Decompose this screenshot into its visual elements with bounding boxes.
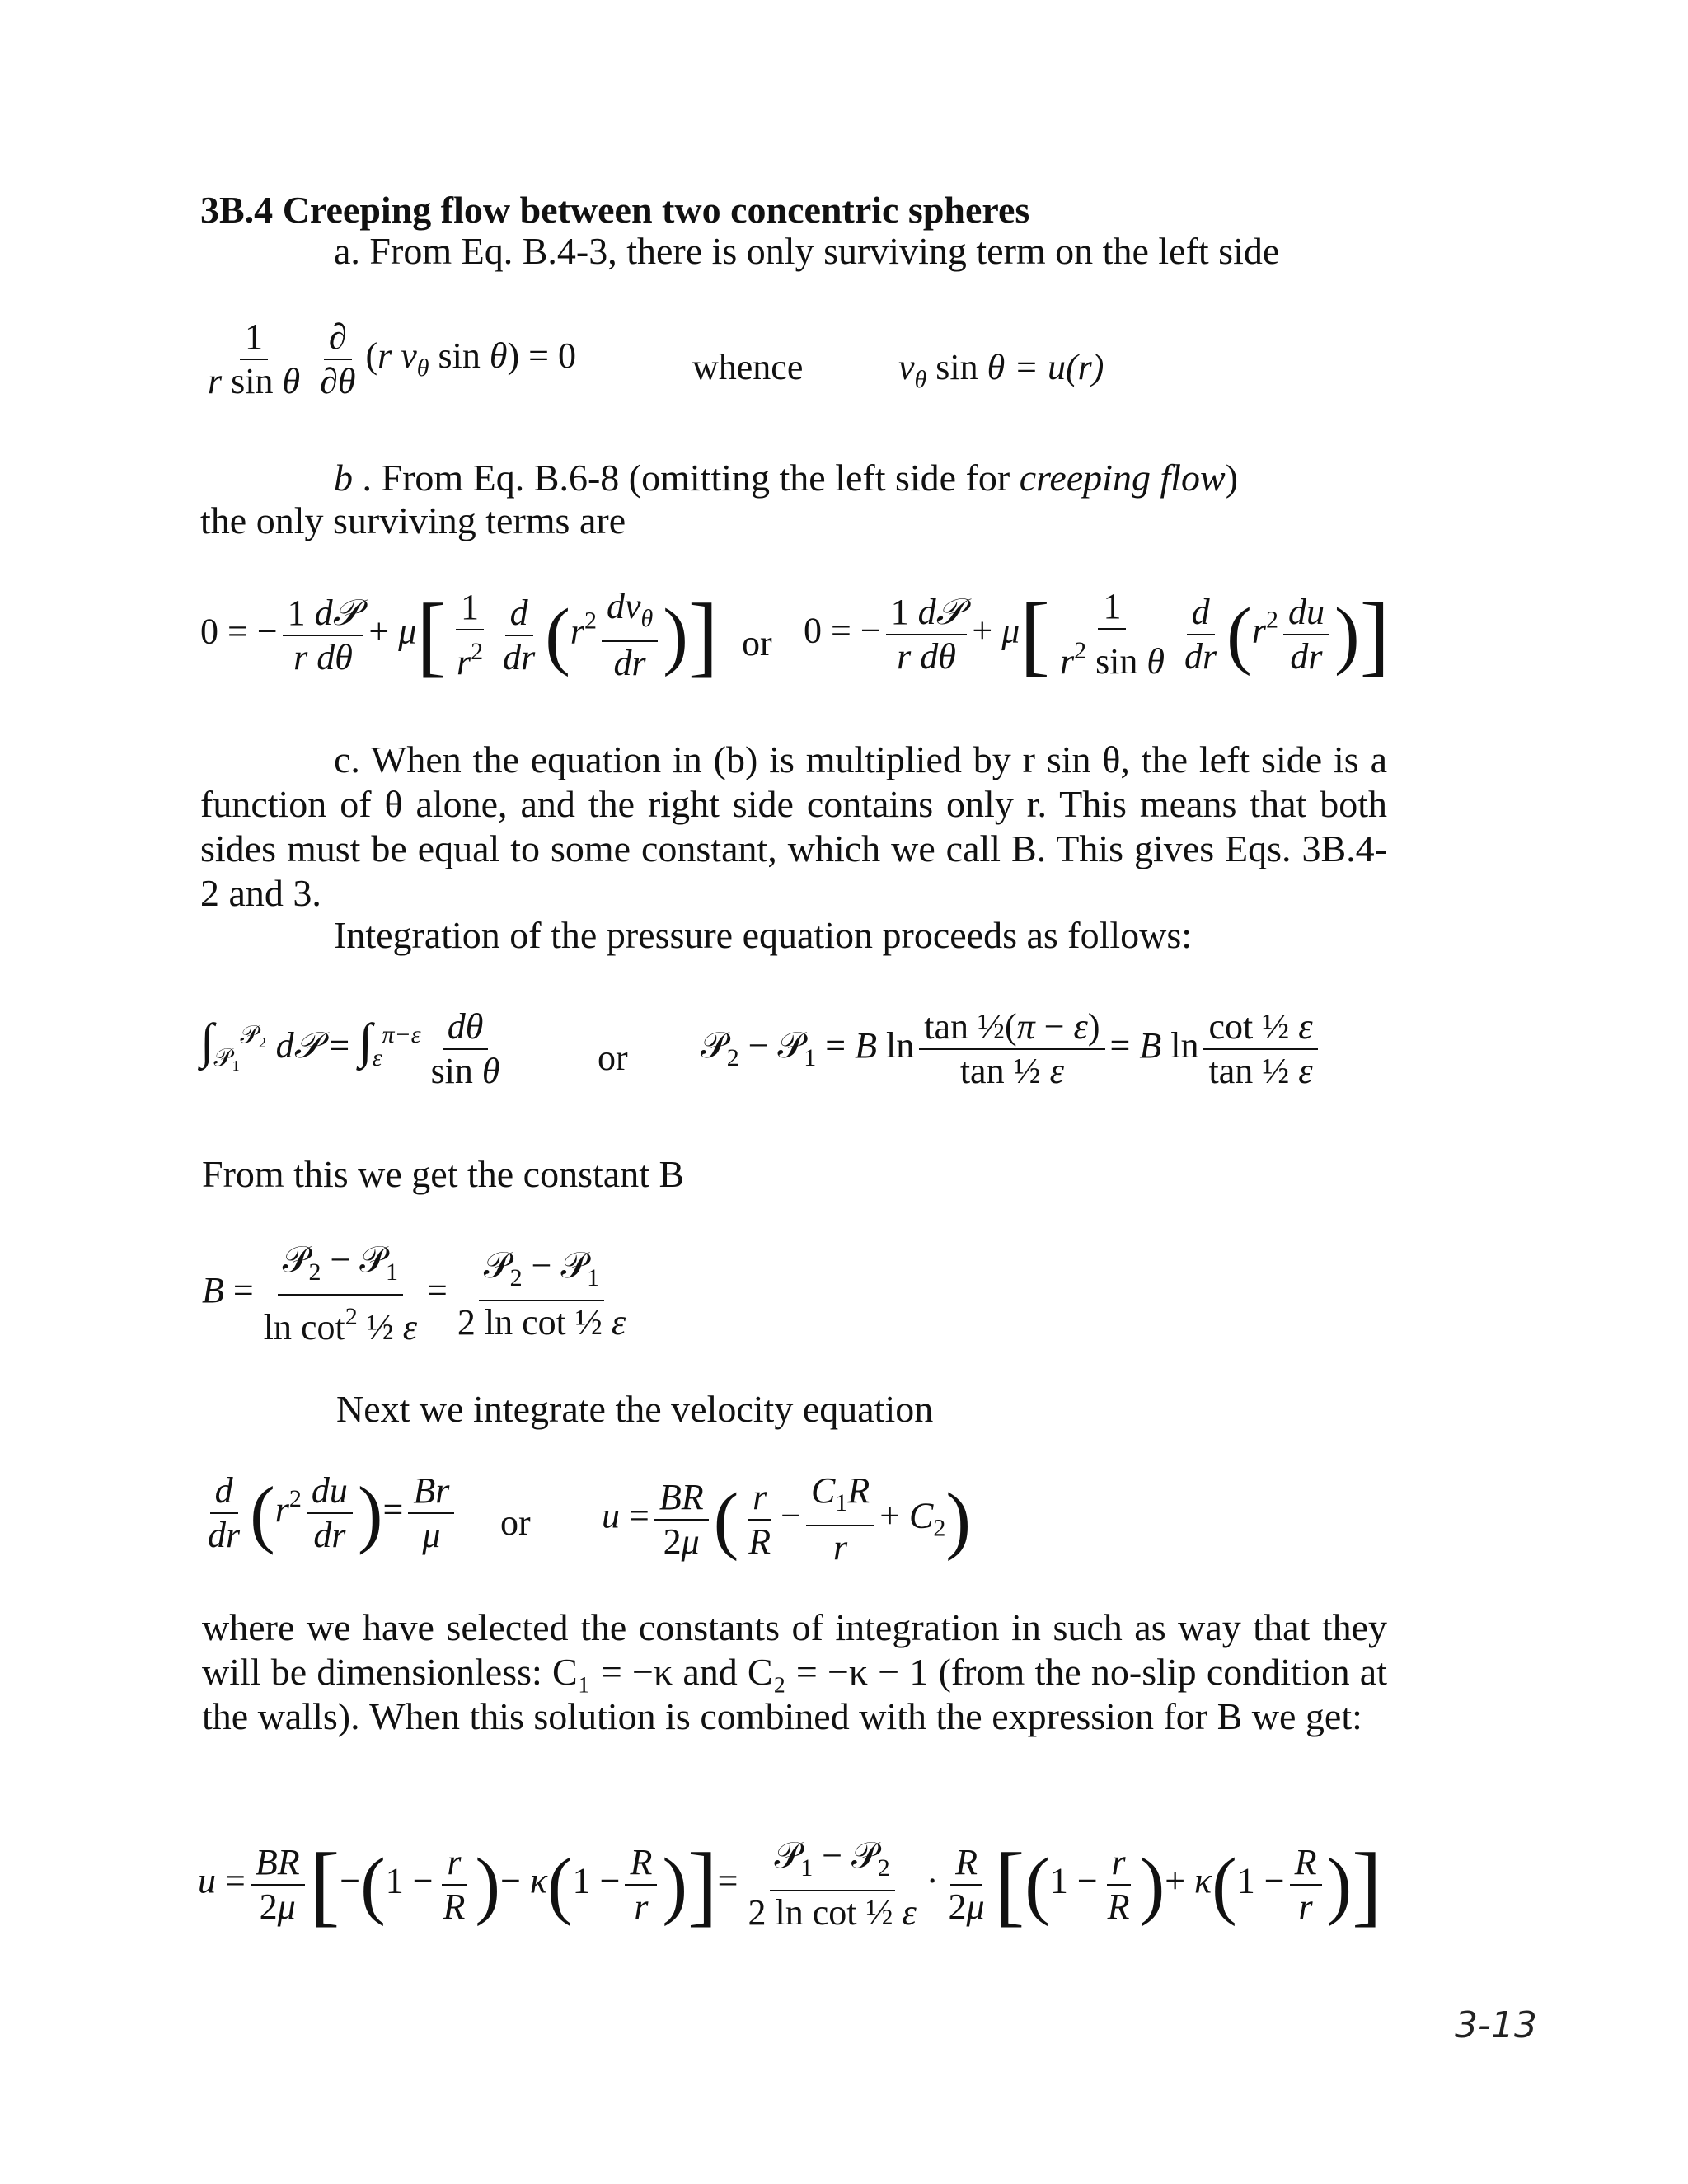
pressure-connector: or — [598, 1038, 628, 1078]
page-number: 3-13 — [1455, 2004, 1537, 2046]
final-velocity-equation: u = $\frac{BR}{2\mu}$ [−(1 − $\frac{r}{R}$ )− κ(1 − $\frac{R}{r}$ )]= $\frac{𝒫_1 - 𝒫_2}{\text{2 ln cot ½ ε}}$ · $\frac{R}{2\mu}$ [(1 − $\frac{r}{R}$ )+ κ(1 − $\frac{R}{r}$ )] — [198, 1834, 1382, 1935]
pressure-integral-equation: $\int_{𝒫_1}^{𝒫_2}$ d𝒫 = $\int_\varepsilon^{\pi-\varepsilon}$ $\frac{d\theta}{\text{sin θ}}$ — [200, 1006, 500, 1091]
integration-intro: Integration of the pressure equation proceeds as follows: — [334, 914, 1193, 956]
velocity-differential-equation: $\frac{d}{dr}$ ($r^2$ $\frac{du}{dr}$ )= $\frac{Br}{\mu}$ — [198, 1471, 459, 1555]
constant-intro: From this we get the constant B — [202, 1153, 685, 1195]
part-b-text-line2: the only surviving terms are — [200, 499, 626, 541]
part-b-connector: or — [742, 623, 772, 663]
velocity-connector: or — [500, 1502, 531, 1543]
pressure-result-equation: 𝒫$_2$ − 𝒫$_1$ = B ln $\frac{\text{tan ½(π − ε)}}{\text{tan ½ ε}}$ = B ln $\frac{\text{cot ½ ε}}{\text{tan ½ ε}}$ — [701, 1007, 1323, 1091]
section-heading — [200, 188, 1029, 232]
section-number: 3B.4 — [200, 189, 274, 231]
constant-b-equation: B = $\frac{𝒫_2 - 𝒫_1}{\ln \cot^2 \frac{1}{2} \varepsilon}$ = $\frac{𝒫_2 - 𝒫_1}{\text{2 ln cot ½ ε}}$ — [202, 1240, 626, 1347]
part-b-text-line1: b . From Eq. B.6-8 (omitting the left side for creeping flow) — [334, 457, 1239, 499]
part-b-equation-right: 0 = − $\frac{\text{1 d𝒫}}{\text{r dθ}}$ + μ[ $\frac{1}{r^2 \sin \theta}$ $\frac{d}{dr}$ ($r^2$ $\frac{du}{dr}$ )] — [804, 583, 1390, 685]
part-a-connector: whence — [692, 347, 804, 387]
velocity-intro: Next we integrate the velocity equation — [336, 1388, 934, 1430]
part-b-equation-left: 0 = − $\frac{\text{1 d𝒫}}{\text{r dθ}}$ + μ[ $\frac{1}{r^2}$ $\frac{d}{dr}$ ($r^2$ $\frac{dv_\theta}{dr}$ )] — [200, 584, 719, 686]
closing-paragraph: where we have selected the constants of integration in such as way that they will be dimensionless: C₁ = −κ and C₂ = −κ − 1 (from the no-slip condition at the walls). When this solution is combined with the expression for B we get: — [202, 1606, 1387, 1737]
section-title: Creeping flow between two concentric spheres — [282, 189, 1030, 231]
part-a-text: a. From Eq. B.4-3, there is only surviving term on the left side — [334, 230, 1280, 272]
part-a-result: $v_\theta$ sin θ = u(r) — [898, 347, 1104, 393]
part-c-paragraph: c. When the equation in (b) is multiplied by r sin θ, the left side is a function of θ alone, and the right side contains only r. This means that both sides must be equal to some constant, which we call B. This gives Eqs. 3B.4-2 and 3. — [200, 738, 1387, 914]
part-a-equation: $\frac{1}{\text{r sin θ}}$ $\frac{\partial}{\partial\theta}$ (r $v_\theta$ sin θ) = 0 — [208, 316, 576, 401]
velocity-solution-equation: u = $\frac{BR}{2\mu}$ ( $\frac{r}{R}$ − $\frac{C_1R}{r}$ + $C_2$) — [602, 1470, 972, 1568]
